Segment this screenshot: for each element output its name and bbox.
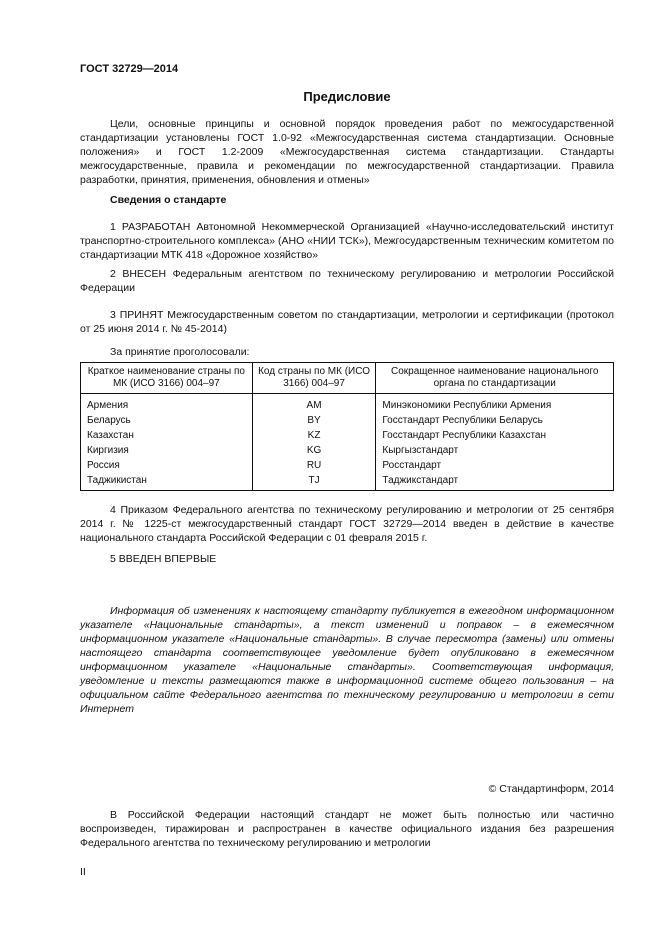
- country-cell: Беларусь: [81, 413, 253, 428]
- voted-label: За принятие проголосовали:: [110, 346, 250, 358]
- code-cell: TJ: [252, 473, 376, 491]
- table-row: [81, 413, 614, 428]
- country-cell: Россия: [81, 458, 253, 473]
- intro-paragraph: Цели, основные принципы и основной порядок проведения работ по межгосударственной стандартизации установлены ГОСТ 1.0-92 «Межгосударственная система стандартизации. Основные положения» и ГОСТ 1.2-2009 «Межгосударственная система стандартизации. Стандарты межгосударственные, правила и рекомендации по межгосударственной стандартизации. Правила разработки, принятия, применения, обновления и отмены»: [80, 118, 614, 186]
- body-cell: Госстандарт Республики Беларусь: [376, 413, 614, 428]
- voting-table: [80, 362, 614, 491]
- column-header-code: Код страны по МК (ИСО 3166) 004–97: [252, 363, 376, 394]
- amendments-notice: Информация об изменениях к настоящему стандарту публикуется в ежегодном информационном указателе «Национальные стандарты», а текст изменений и поправок – в ежемесячном информационном указателе «Национальные стандарты». В случае пересмотра (замены) или отмены настоящего стандарта соответствующее уведомление будет опубликовано в ежемесячном информационном указателе «Национальные стандарты». Соответствующая информация, уведомление и тексты размещаются также в информационной системе общего пользования – на официальном сайте Федерального агентства по техническому регулированию и метрологии в сети Интернет: [80, 605, 614, 715]
- copyright-line: © Стандартинформ, 2014: [488, 783, 614, 795]
- body-cell: Госстандарт Республики Казахстан: [376, 428, 614, 443]
- item-2-introduced: 2 ВНЕСЕН Федеральным агентством по техническому регулированию и метрологии Российской Федерации: [80, 268, 614, 294]
- country-cell: Киргизия: [81, 443, 253, 458]
- info-heading: Сведения о стандарте: [110, 194, 227, 206]
- column-header-country: Краткое наименование страны по МК (ИСО 3166) 004–97: [81, 363, 253, 394]
- country-cell: Армения: [81, 394, 253, 414]
- table-row: [81, 443, 614, 458]
- code-cell: RU: [252, 458, 376, 473]
- body-cell: Минэкономики Республики Армения: [376, 394, 614, 414]
- code-cell: KZ: [252, 428, 376, 443]
- item-5-first-introduced: 5 ВВЕДЕН ВПЕРВЫЕ: [110, 553, 217, 565]
- body-cell: Таджикстандарт: [376, 473, 614, 491]
- page-number: II: [80, 866, 86, 878]
- column-header-body: Сокращенное наименование национального органа по стандартизации: [376, 363, 614, 394]
- reproduction-notice: В Российской Федерации настоящий стандарт не может быть полностью или частично воспроизведен, тиражирован и распространен в качестве официального издания без разрешения Федерального агентства по техническому регулированию и метрологии: [80, 809, 614, 849]
- country-cell: Таджикистан: [81, 473, 253, 491]
- table-row: [81, 428, 614, 443]
- item-3-adopted: 3 ПРИНЯТ Межгосударственным советом по стандартизации, метрологии и сертификации (протокол от 25 июня 2014 г. № 45-2014): [80, 309, 614, 335]
- code-cell: KG: [252, 443, 376, 458]
- table-row: [81, 458, 614, 473]
- table-row: [81, 394, 614, 414]
- code-cell: AM: [252, 394, 376, 414]
- table-row: [81, 473, 614, 491]
- country-cell: Казахстан: [81, 428, 253, 443]
- code-cell: BY: [252, 413, 376, 428]
- body-cell: Росстандарт: [376, 458, 614, 473]
- standard-id-header: ГОСТ 32729—2014: [80, 63, 179, 75]
- page-title: Предисловие: [303, 89, 391, 104]
- table-header-row: [81, 363, 614, 394]
- body-cell: Кыргызстандарт: [376, 443, 614, 458]
- item-4-order: 4 Приказом Федерального агентства по техническому регулированию и метрологии от 25 сентября 2014 г. № 1225-ст межгосударственный стандарт ГОСТ 32729—2014 введен в действие в качестве национального стандарта Российской Федерации с 01 февраля 2015 г.: [80, 504, 614, 544]
- item-1-developed: 1 РАЗРАБОТАН Автономной Некоммерческой Организацией «Научно-исследовательский институт транспортно-строительного комплекса» (АНО «НИИ ТСК»), Межгосударственным техническим комитетом по стандартизации МТК 418 «Дорожное хозяйство»: [80, 221, 614, 261]
